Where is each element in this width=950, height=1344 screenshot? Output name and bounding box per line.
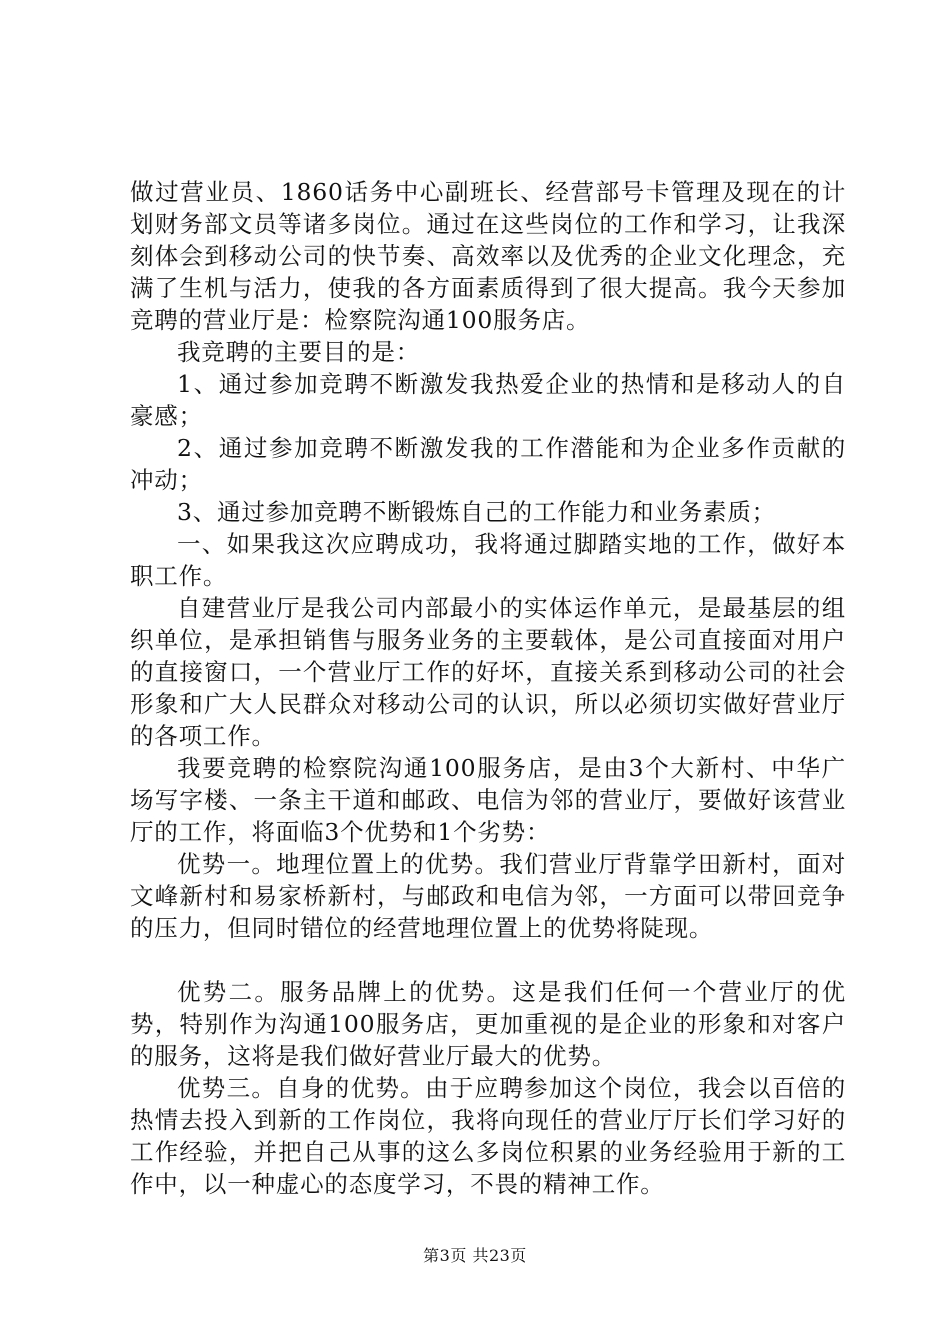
paragraph-goal-3: 3、通过参加竞聘不断锻炼自己的工作能力和业务素质； bbox=[177, 498, 776, 526]
paragraph-hall-role: 自建营业厅是我公司内部最小的实体运作单元，是最基层的组织单位，是承担销售与服务业务的主要载体，是公司直接面对用户的直接窗口，一个营业厅工作的好坏，直接关系到移动公司的社会形象和广大人民群众对移动公司的认识，所以必须切实做好营业厅的各项工作。 bbox=[130, 594, 846, 750]
paragraph-goal-2: 2、通过参加竞聘不断激发我的工作潜能和为企业多作贡献的冲动； bbox=[130, 434, 846, 494]
document-body bbox=[130, 176, 846, 1200]
paragraph-advantage-two: 优势二。服务品牌上的优势。这是我们任何一个营业厅的优势，特别作为沟通100服务店，更加重视的是企业的形象和对客户的服务，这将是我们做好营业厅最大的优势。 bbox=[130, 978, 846, 1070]
page-footer: 第3页 共23页 bbox=[423, 1246, 527, 1265]
paragraph-advantage-three: 优势三。自身的优势。由于应聘参加这个岗位，我会以百倍的热情去投入到新的工作岗位，我将向现任的营业厅厅长们学习好的工作经验，并把自己从事的这么多岗位积累的业务经验用于新的工作中，以一种虚心的态度学习，不畏的精神工作。 bbox=[130, 1074, 846, 1198]
paragraph-intro: 做过营业员、1860话务中心副班长、经营部号卡管理及现在的计划财务部文员等诸多岗位。通过在这些岗位的工作和学习，让我深刻体会到移动公司的快节奏、高效率以及优秀的企业文化理念，充满了生机与活力，使我的各方面素质得到了很大提高。我今天参加竞聘的营业厅是：检察院沟通100服务店。 bbox=[130, 178, 846, 334]
paragraph-target-store: 我要竞聘的检察院沟通100服务店，是由3个大新村、中华广场写字楼、一条主干道和邮政、电信为邻的营业厅，要做好该营业厅的工作，将面临3个优势和1个劣势： bbox=[130, 754, 846, 846]
paragraph-goal-heading: 我竞聘的主要目的是： bbox=[177, 338, 420, 366]
paragraph-advantage-one: 优势一。地理位置上的优势。我们营业厅背靠学田新村，面对文峰新村和易家桥新村，与邮政和电信为邻，一方面可以带回竞争的压力，但同时错位的经营地理位置上的优势将陡现。 bbox=[130, 850, 846, 942]
paragraph-section-one: 一、如果我这次应聘成功，我将通过脚踏实地的工作，做好本职工作。 bbox=[130, 530, 846, 590]
paragraph-goal-1: 1、通过参加竞聘不断激发我热爱企业的热情和是移动人的自豪感； bbox=[130, 370, 846, 430]
